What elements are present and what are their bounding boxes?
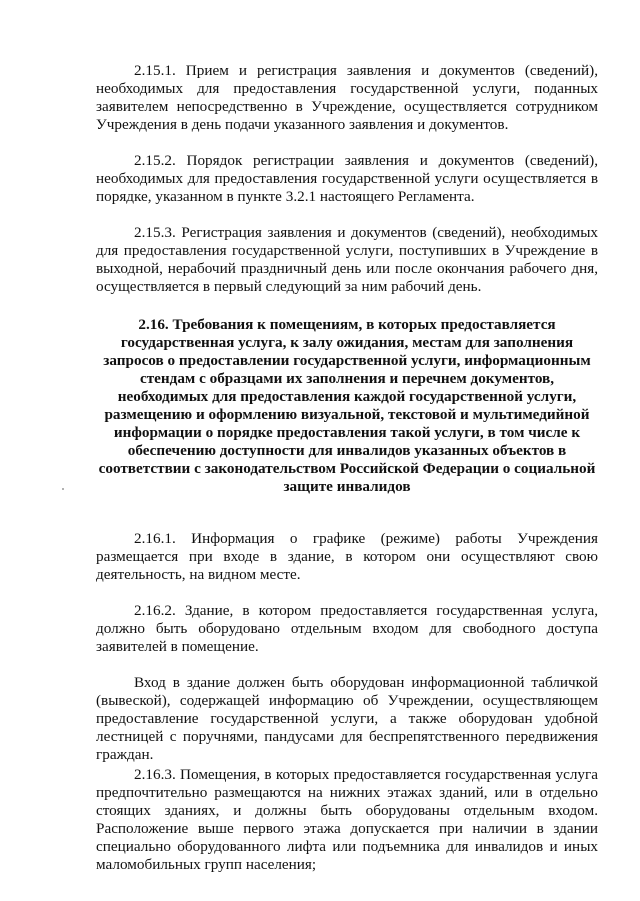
scan-speck — [62, 488, 64, 490]
paragraph-2-16-1: 2.16.1. Информация о графике (режиме) работы Учреждения размещается при входе в здание, в котором они осуществляют свою деятельность, на видном месте. — [96, 530, 598, 583]
section-heading-2-16: 2.16. Требования к помещениям, в которых предоставляется государственная услуга, к залу ожидания, местам для заполнения запросов о предоставлении государственной услуги, информационным стендам с образцами их заполнения и перечнем документов, необходимых для предоставления каждой государственной услуги, размещению и оформлению визуальной, текстовой и мультимедийной информации о порядке предоставления такой услуги, в том числе к обеспечению доступности для инвалидов указанных объектов в соответствии с законодательством Российской Федерации о социальной защите инвалидов — [98, 316, 596, 495]
paragraph-2-15-2: 2.15.2. Порядок регистрации заявления и документов (сведений), необходимых для предоставления государственной услуги осуществляется в порядке, указанном в пункте 3.2.1 настоящего Регламента. — [96, 152, 598, 205]
document-body — [96, 62, 598, 874]
paragraph-2-16-2: 2.16.2. Здание, в котором предоставляется государственная услуга, должно быть оборудовано отдельным входом для свободного доступа заявителей в помещение. — [96, 602, 598, 655]
paragraph-2-16-3: 2.16.3. Помещения, в которых предоставляется государственная услуга предпочтительно размещаются на нижних этажах зданий, или в отдельно стоящих зданиях, и должны быть оборудованы отдельным входом. Расположение выше первого этажа допускается при наличии в здании специально оборудованного лифта или подъемника для инвалидов и иных маломобильных групп населения; — [96, 766, 598, 873]
paragraph-2-15-3: 2.15.3. Регистрация заявления и документов (сведений), необходимых для предоставления государственной услуги, поступивших в Учреждение в выходной, нерабочий праздничный день или после окончания рабочего дня, осуществляется в первый следующий за ним рабочий день. — [96, 224, 598, 295]
paragraph-2-15-1: 2.15.1. Прием и регистрация заявления и документов (сведений), необходимых для предоставления государственной услуги, поданных заявителем непосредственно в Учреждение, осуществляется сотрудником Учреждения в день подачи указанного заявления и документов. — [96, 62, 598, 133]
paragraph-entrance: Вход в здание должен быть оборудован информационной табличкой (вывеской), содержащей информацию об Учреждении, осуществляющем предоставление государственной услуги, а также оборудован удобной лестницей с поручнями, пандусами для беспрепятственного передвижения граждан. — [96, 674, 598, 763]
